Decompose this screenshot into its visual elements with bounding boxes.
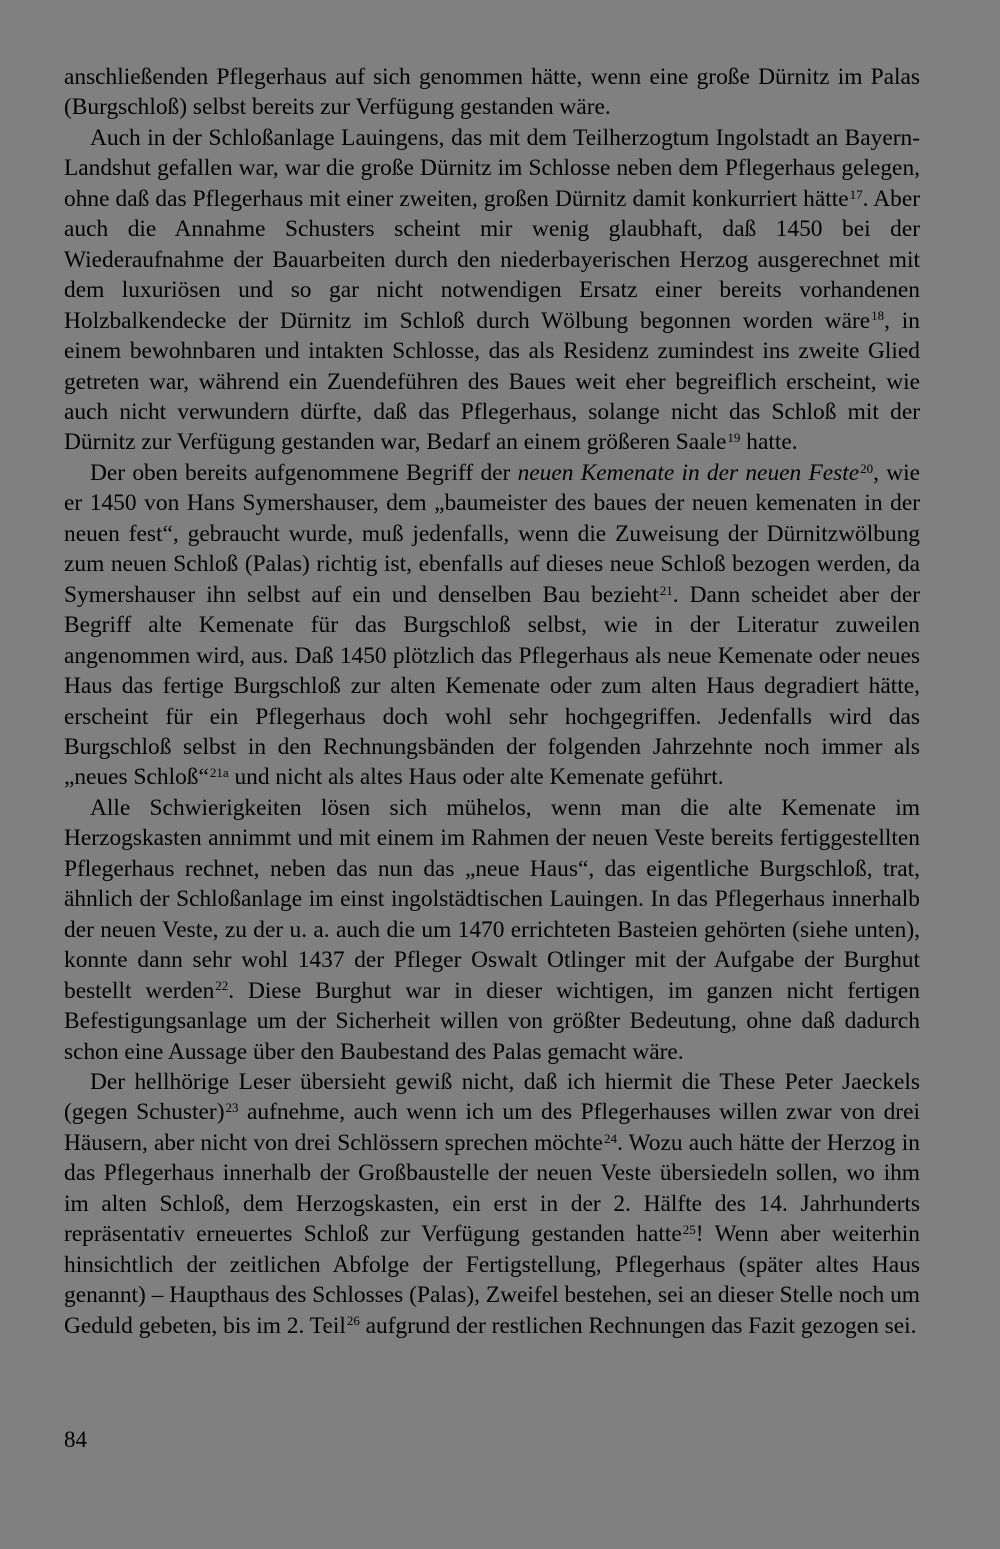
text-run: Der oben bereits aufgenommene Begriff der bbox=[90, 459, 518, 486]
italic-quote: neuen Kemenate in der neuen Feste bbox=[517, 459, 860, 486]
footnote-marker: 20 bbox=[860, 460, 874, 476]
text-run: aufgrund der restlichen Rechnungen das Fazit gezogen sei. bbox=[359, 1312, 917, 1339]
text-run: ! Wenn aber weiterhin hinsichtlich der zeitlichen Abfolge der Fertigstellung, Pflegerhaus (später altes Haus genannt) – Haupthaus des Schlosses (Palas), Zweifel bestehen, sei an dieser Stelle noch um Geduld gebeten, bis im 2. Teil bbox=[64, 1221, 920, 1339]
text-run: Alle Schwierigkeiten lösen sich mühelos, wenn man die alte Kemenate im Herzogskasten annimmt und mit einem im Rahmen der neuen Veste bereits fertiggestellten Pflegerhaus rechnet, neben das nun das „neue Haus“, das eigentliche Burgschloß, trat, ähnlich der Schloßanlage im einst ingolstädtischen Lauingen. In das Pflegerhaus innerhalb der neuen Veste, zu der u. a. auch die um 1470 errichteten Basteien gehörten (siehe unten), konnte dann sehr wohl 1437 der Pfleger Oswalt Otlinger mit der Aufgabe der Burghut bestellt werden bbox=[64, 794, 920, 1004]
footnote-marker: 18 bbox=[871, 308, 885, 324]
page-number: 84 bbox=[64, 1427, 87, 1452]
paragraph-1 bbox=[64, 62, 920, 123]
footnote-marker: 26 bbox=[346, 1313, 360, 1329]
text-run: und nicht als altes Haus oder alte Kemenate geführt. bbox=[228, 764, 724, 791]
text-run: aufnehme, auch wenn ich um des Pflegerhauses willen zwar von drei Häusern, aber nicht von drei Schlössern sprechen möchte bbox=[64, 1099, 920, 1156]
footnote-marker: 17 bbox=[849, 186, 863, 202]
text-run: Auch in der Schloßanlage Lauingens, das mit dem Teilherzogtum Ingolstadt an Bayern-Landshut gefallen war, war die große Dürnitz im Schlosse neben dem Pflegerhaus gelegen, ohne daß das Pflegerhaus mit einer zweiten, großen Dürnitz damit konkurriert hätte bbox=[64, 124, 920, 212]
footnote-marker: 21 bbox=[659, 582, 673, 598]
footnote-marker: 19 bbox=[727, 430, 741, 446]
paragraph-3 bbox=[64, 458, 920, 793]
text-run: , wie er 1450 von Hans Symershauser, dem „baumeister des baues der neuen kemenaten in der neuen fest“, gebraucht wurde, muß jedenfalls, wenn die Zuweisung der Dürnitzwölbung zum neuen Schloß (Palas) richtig ist, ebenfalls auf dieses neue Schloß bezogen werden, da Symershauser ihn selbst auf ein und denselben Bau bezieht bbox=[64, 459, 921, 608]
paragraph-2 bbox=[64, 123, 920, 458]
text-run: anschließenden Pflegerhaus auf sich genommen hätte, wenn eine große Dürnitz im Palas (Burgschloß) selbst bereits zur Verfügung gestanden wäre. bbox=[64, 64, 920, 121]
paragraph-4 bbox=[64, 793, 920, 1067]
paragraph-5 bbox=[64, 1067, 920, 1341]
footnote-marker: 23 bbox=[225, 1100, 239, 1116]
text-run: Der hellhörige Leser übersieht gewiß nicht, daß ich hiermit die These Peter Jaeckels (gegen Schuster) bbox=[64, 1068, 920, 1126]
footnote-marker: 24 bbox=[603, 1130, 617, 1146]
text-run: . Wozu auch hätte der Herzog in das Pflegerhaus innerhalb der Großbaustelle der neuen Veste übersiedeln sollen, wo ihm im alten Schloß, dem Herzogskasten, ein erst in der 2. Hälfte des 14. Jahrhunderts repräsentativ erneuertes Schloß zur Verfügung gestanden hatte bbox=[64, 1129, 921, 1248]
footnote-marker: 25 bbox=[682, 1222, 696, 1238]
footnote-marker: 22 bbox=[215, 978, 229, 994]
text-run: hatte. bbox=[740, 429, 798, 456]
text-run: , in einem bewohnbaren und intakten Schlosse, das als Residenz zumindest ins zweite Glied getreten war, während ein Zuendeführen des Baues weit eher begreiflich erscheint, wie auch nicht verwundern dürfte, daß das Pflegerhaus, solange nicht das Schloß mit der Dürnitz zur Verfügung gestanden war, Bedarf an einem größeren Saale bbox=[64, 307, 921, 456]
text-run: . Dann scheidet aber der Begriff alte Kemenate für das Burgschloß selbst, wie in der Literatur zuweilen angenommen wird, aus. Daß 1450 plötzlich das Pflegerhaus als neue Kemenate oder neues Haus das fertige Burgschloß zur alten Kemenate oder zum alten Haus degradiert hätte, erscheint für ein Pflegerhaus doch wohl sehr hochgegriffen. Jedenfalls wird das Burgschloß selbst in den Rechnungsbänden der folgenden Jahrzehnte noch immer als „neues Schloß“ bbox=[64, 581, 921, 791]
text-run: . Aber auch die Annahme Schusters scheint mir wenig glaubhaft, daß 1450 bei der Wiederaufnahme der Bauarbeiten durch den niederbayerischen Herzog ausgerechnet mit dem luxuriösen und so gar nicht notwendigen Ersatz einer bereits vorhandenen Holzbalkendecke der Dürnitz im Schloß durch Wölbung begonnen worden wäre bbox=[64, 185, 920, 334]
text-run: . Diese Burghut war in dieser wichtigen, im ganzen nicht fertigen Befestigungsanlage um der Sicherheit willen von größter Bedeutung, ohne daß dadurch schon eine Aussage über den Baubestand des Palas gemacht wäre. bbox=[64, 977, 920, 1065]
page-body bbox=[64, 62, 920, 1341]
footnote-marker: 21a bbox=[209, 765, 229, 781]
